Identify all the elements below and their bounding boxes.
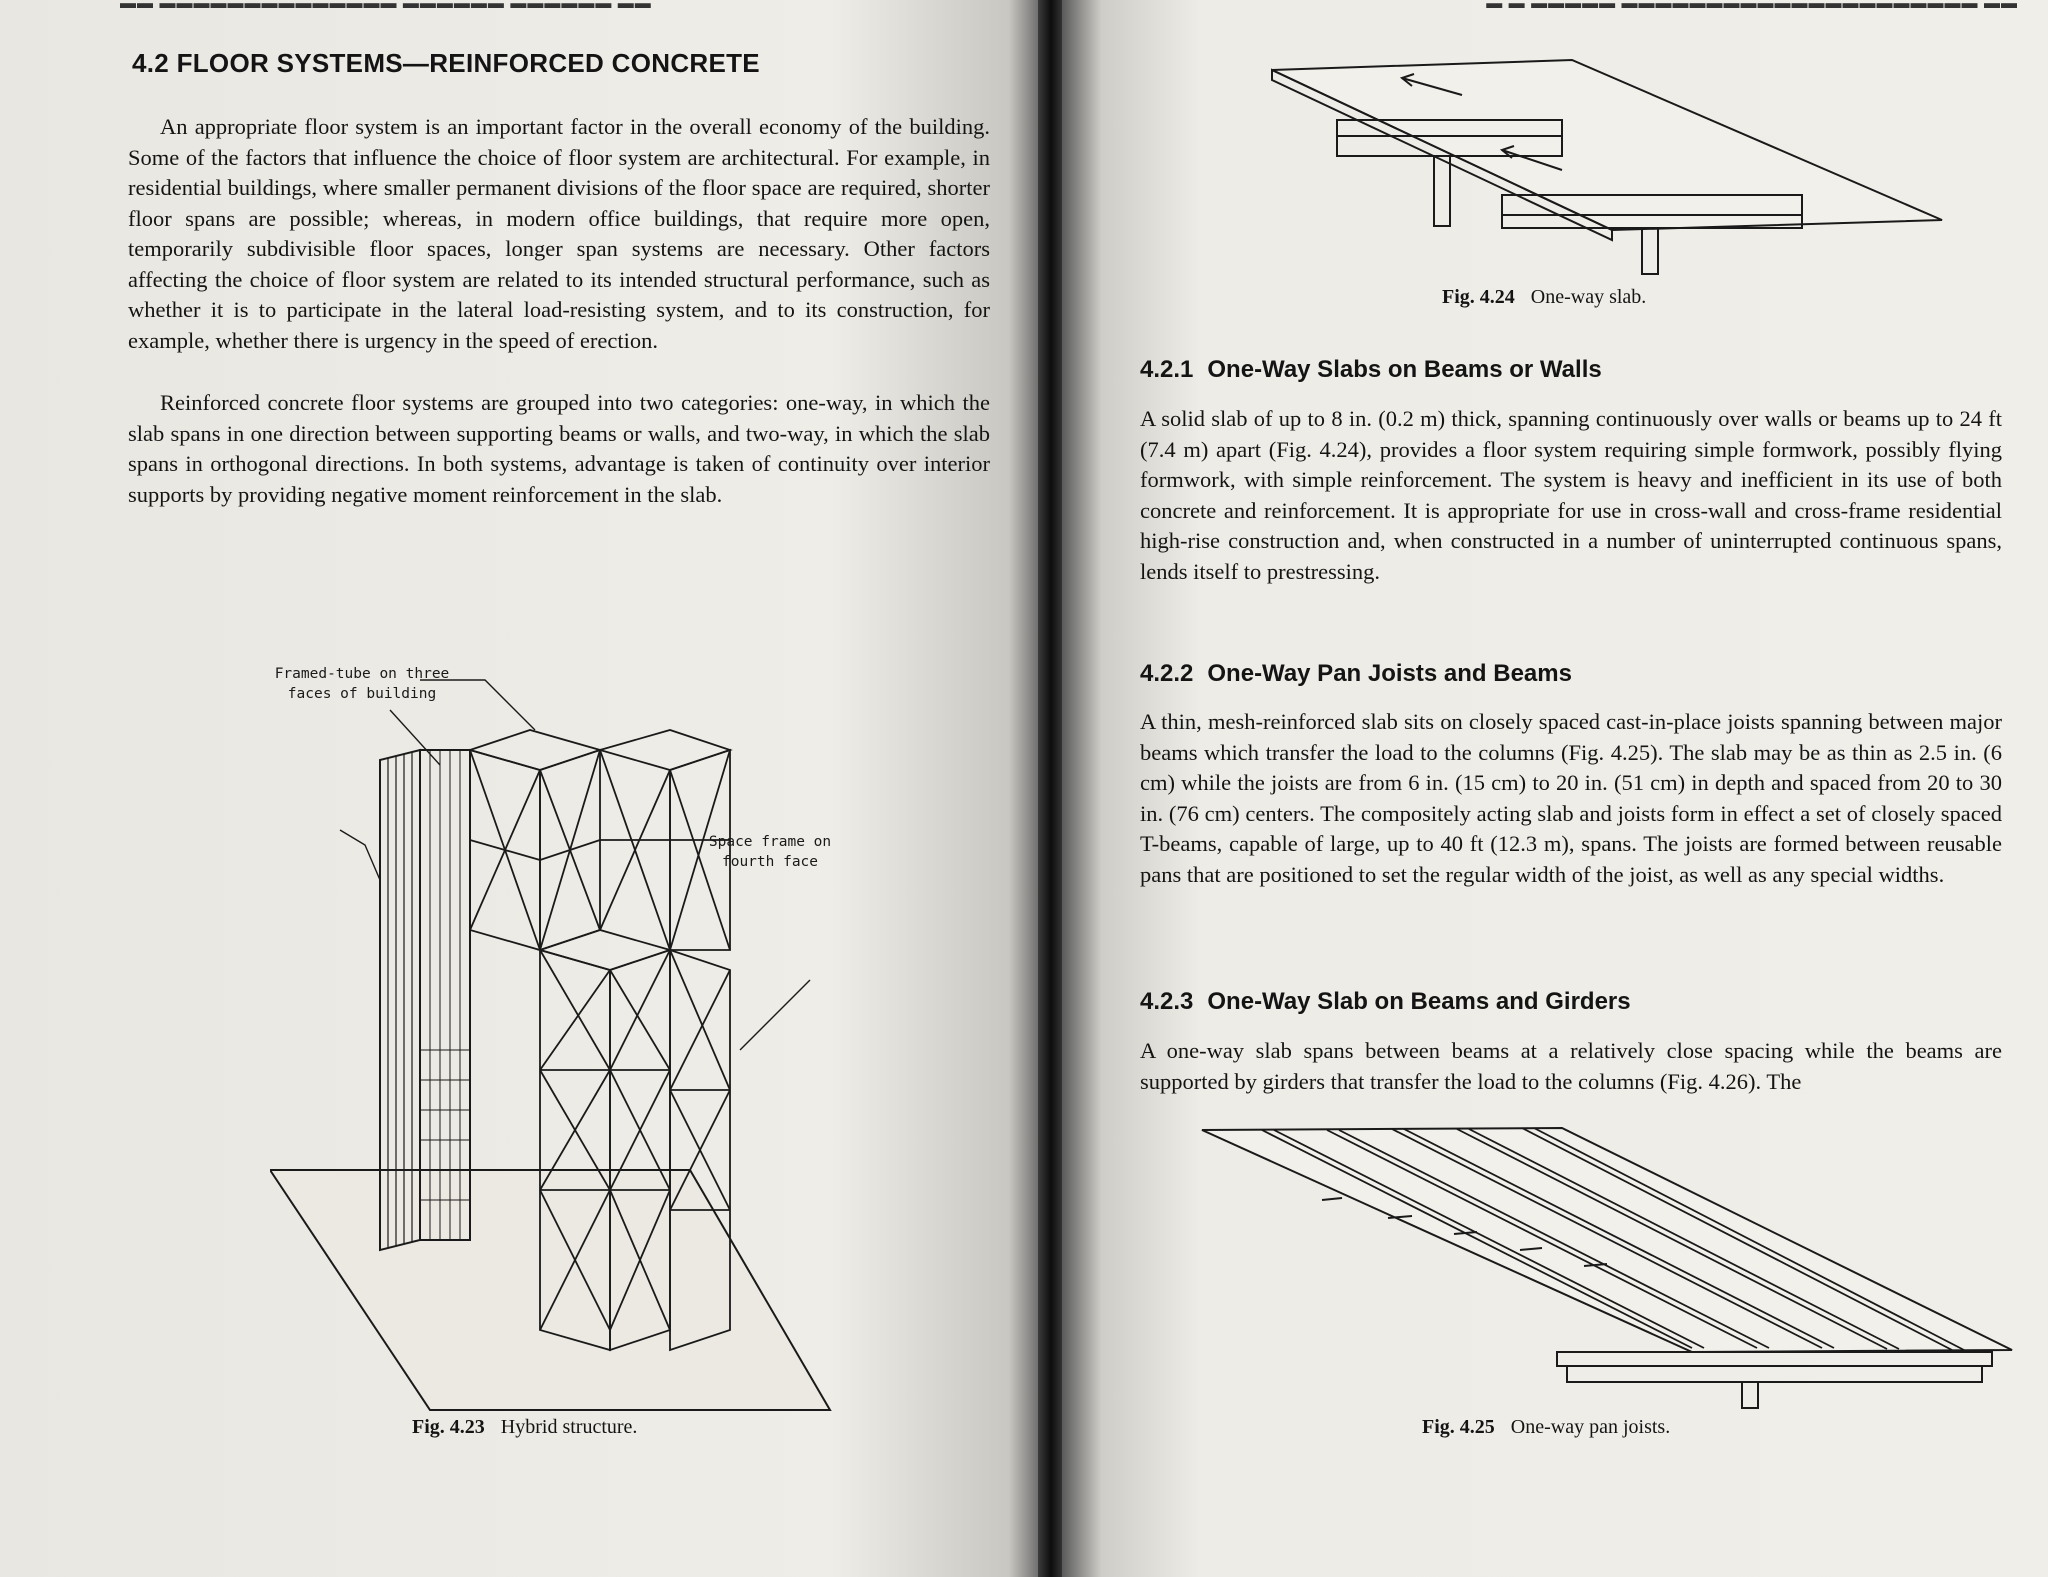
left-running-head: ▬▬ ▬▬▬▬▬▬▬▬▬▬▬▬▬▬ ▬▬▬▬▬▬ ▬▬▬▬▬▬ ▬▬ xyxy=(120,0,652,10)
section-title-text: One-Way Pan Joists and Beams xyxy=(1207,660,1572,687)
figure-title: One-way slab. xyxy=(1530,286,1647,308)
right-page xyxy=(1062,0,2048,1577)
figure-title: Hybrid structure. xyxy=(500,1416,638,1438)
section-4-2-3-text: A one-way slab spans between beams at a relatively close spacing while the beams are supported by girders that transfer the load to the columns (Fig. 4.26). The xyxy=(1140,1038,2002,1094)
section-4-2-1-text: A solid slab of up to 8 in. (0.2 m) thick, spanning continuously over walls or beams up to 24 ft (7.4 m) apart (Fig. 4.24), provides a floor system requiring simple formwork, possibly flying formwork, with simple reinforcement. The system is heavy and inefficient in its use of both concrete and reinforcement. It is appropriate for use in cross-wall and cross-frame residential high-rise construction and, when constructed in a number of uninterrupted continuous spans, lends itself to prestressing. xyxy=(1140,406,2002,584)
figure-hybrid-structure xyxy=(270,650,970,1430)
figure-one-way-slab xyxy=(1262,50,1962,280)
section-4-2-1-heading xyxy=(1140,356,1602,384)
section-number: 4.2.3 xyxy=(1140,988,1194,1015)
figure-number: Fig. 4.23 xyxy=(412,1416,485,1438)
section-4-2-2-text: A thin, mesh-reinforced slab sits on closely spaced cast-in-place joists spanning between major beams which transfer the load to the columns (Fig. 4.25). The slab may be as thin as 2.5 in. (6 cm) while the joists are from 6 in. (15 cm) to 20 in. (51 cm) in depth and spaced from 20 to 30 in. (76 cm) centers. The compositely acting slab and joists form in effect a set of closely spaced T-beams, capable of large, up to 40 ft (12.3 m), spans. The joists are formed between reusable pans that are positioned to set the regular width of the joist, as well as any special widths. xyxy=(1140,709,2002,887)
section-4-2-3-heading xyxy=(1140,988,1631,1016)
chapter-title: 4.2 FLOOR SYSTEMS—REINFORCED CONCRETE xyxy=(132,48,760,78)
figure-number: Fig. 4.25 xyxy=(1422,1416,1495,1438)
figure-4-25-caption xyxy=(1422,1416,1670,1439)
section-4-2-2-heading xyxy=(1140,660,1572,688)
section-number: 4.2.1 xyxy=(1140,356,1194,383)
figure-4-23-caption xyxy=(412,1416,637,1439)
label-space-frame: Space frame on fourth face xyxy=(708,834,832,870)
intro-paragraph-1: An appropriate floor system is an important factor in the overall economy of the building. Some of the factors that influence the choice of floor system are architectural. For example, in residential buildings, where smaller permanent divisions of the floor space are required, shorter floor spans are possible; whereas, in modern office buildings, that require more open, temporarily subdivisible floor spaces, longer span systems are necessary. Other factors affecting the choice of floor system are related to its intended structural performance, such as whether it is to participate in the lateral load-resisting system, and to its construction, for example, whether there is urgency in the speed of erection. xyxy=(128,114,990,353)
right-running-head: ▬ ▬ ▬▬▬▬▬ ▬▬▬▬▬▬▬▬▬▬▬▬▬▬▬▬▬▬▬▬▬ ▬▬ xyxy=(1486,0,2018,10)
section-number: 4.2.2 xyxy=(1140,660,1194,687)
figure-pan-joists xyxy=(1192,1120,2022,1410)
intro-paragraph-2: Reinforced concrete floor systems are grouped into two categories: one-way, in which the slab spans in one direction between supporting beams or walls, and two-way, in which the slab spans in orthogonal directions. In both systems, advantage is taken of continuity over interior supports by providing negative moment reinforcement in the slab. xyxy=(128,390,990,507)
figure-title: One-way pan joists. xyxy=(1510,1416,1671,1438)
section-title-text: One-Way Slab on Beams and Girders xyxy=(1207,988,1631,1015)
book-gutter xyxy=(1038,0,1064,1577)
section-title-text: One-Way Slabs on Beams or Walls xyxy=(1207,356,1602,383)
figure-4-24-caption xyxy=(1442,286,1646,309)
figure-number: Fig. 4.24 xyxy=(1442,286,1515,308)
label-framed-tube: Framed-tube on three faces of building xyxy=(274,666,450,702)
